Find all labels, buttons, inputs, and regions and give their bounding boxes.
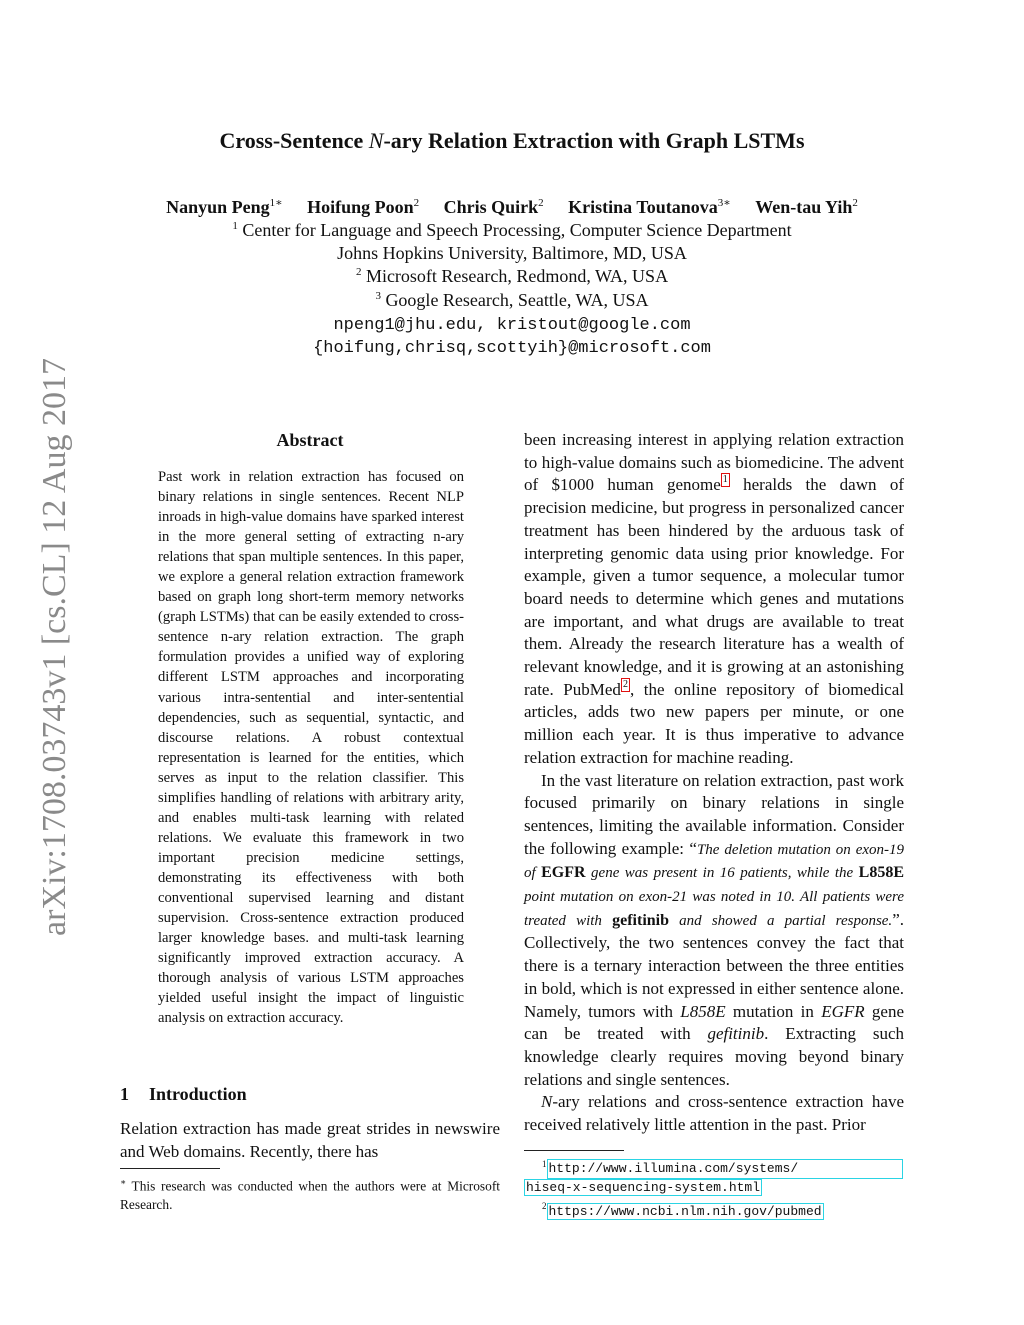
author: [307, 197, 419, 217]
author-name: Hoifung Poon: [307, 197, 414, 217]
author-mark: 2: [852, 197, 858, 209]
text-run: . Extracting such knowledge clearly requires moving beyond binary relations and single sentences.: [524, 1024, 904, 1089]
text-run: and showed a partial response.: [669, 912, 893, 929]
author-mark: 2: [538, 197, 544, 209]
author-name: Wen-tau Yih: [755, 197, 853, 217]
footnote-link-1[interactable]: 1: [722, 474, 728, 486]
affiliation-line: [0, 243, 1024, 264]
author-name: Chris Quirk: [443, 197, 539, 217]
footnote-rule: [120, 1168, 220, 1169]
intro-paragraph: Relation extraction has made great strides in newswire and Web domains. Recently, there has: [120, 1119, 500, 1161]
text-run: been increasing interest in applying relation extraction to high-value domains such as biomedicine. The advent of $1000 human genome: [524, 430, 904, 495]
section-title: Introduction: [149, 1084, 247, 1104]
author-name: Kristina Toutanova: [568, 197, 718, 217]
affiliation-text: Center for Language and Speech Processing, Computer Science Department: [242, 220, 792, 240]
footnote-1-continued: [524, 1179, 914, 1197]
footnote-text: This research was conducted when the authors were at Microsoft Research.: [120, 1178, 500, 1213]
arxiv-identifier: arXiv:1708.03743v1 [cs.CL] 12 Aug 2017: [36, 358, 73, 936]
footnotes-right: [524, 1155, 914, 1221]
author-mark: 3∗: [717, 197, 731, 209]
math-n: N: [541, 1092, 553, 1112]
section-heading-introduction: [120, 1084, 247, 1105]
author-mark: 1∗: [269, 197, 283, 209]
footnote-url-link[interactable]: hiseq-x-sequencing-system.html: [526, 1180, 761, 1196]
author: [166, 197, 283, 217]
footnote-mark: 1: [542, 1159, 547, 1169]
text-run: The deletion mutation on exon-19 of: [524, 841, 904, 882]
author-emails: npeng1@jhu.edu, kristout@google.com: [333, 316, 691, 335]
author-name: Nanyun Peng: [166, 197, 270, 217]
affiliation-line: [0, 266, 1024, 287]
text-run: point mutation on exon-21 was noted in 10. All patients were treated with: [524, 889, 904, 929]
footnote-mark: ∗: [120, 1177, 127, 1187]
author: [755, 197, 858, 217]
text-run: heralds the dawn of precision medicine, but progress in personalized cancer treatment has been hindered by the arduous task of interpreting genomic data using prior knowledge. For example, given a tumor sequence, a molecular tumor board needs to determine which genes and mutations are important, and what drugs are available to treat them. Already the research literature has a wealth of relevant knowledge, and it is growing at an astonishing rate. PubMed: [524, 475, 904, 699]
author: [568, 197, 731, 217]
title-part: Cross-Sentence: [219, 128, 369, 153]
text-run: In the vast literature on relation extraction, past work focused primarily on binary relations in single sentences, limiting the available information. Consider the following example: “: [524, 770, 904, 858]
entity-italic: L858E: [680, 1001, 726, 1021]
footnote-url-link[interactable]: https://www.ncbi.nlm.nih.gov/pubmed: [548, 1203, 822, 1219]
footnote-2: [524, 1197, 914, 1220]
text-run: ”. Collectively, the two sentences convey the fact that there is a ternary interaction between the three entities in bold, which is not expressed in either sentence alone. Namely, tumors with: [524, 909, 904, 1021]
affiliation-mark: 3: [375, 290, 381, 302]
entity-italic: gefitinib: [707, 1024, 765, 1044]
affiliation-mark: 1: [232, 220, 238, 232]
affiliation-text: Google Research, Seattle, WA, USA: [385, 290, 649, 310]
entity-bold: EGFR: [541, 864, 586, 882]
footnote-url-link[interactable]: http://www.illumina.com/systems/: [547, 1159, 903, 1179]
text-run: gene can be treated with: [524, 1001, 905, 1044]
intro-paragraph: [524, 770, 904, 1092]
footnote-left: [120, 1173, 500, 1214]
entity-bold: L858E: [858, 864, 904, 882]
text-run: mutation in: [725, 1001, 822, 1021]
text-run: gene was present in 16 patients, while the: [585, 865, 859, 882]
intro-paragraph: [524, 429, 904, 770]
abstract-heading: Abstract: [276, 430, 344, 450]
author-mark: 2: [413, 197, 420, 209]
entity-italic: EGFR: [821, 1001, 865, 1021]
author-emails: {hoifung,chrisq,scottyih}@microsoft.com: [313, 339, 711, 358]
affiliation-mark: 2: [355, 266, 362, 278]
affiliation-text: Microsoft Research, Redmond, WA, USA: [365, 266, 669, 286]
title-part: -ary Relation Extraction with Graph LSTMs: [383, 128, 805, 153]
right-column: [524, 429, 904, 1137]
footnote-link-2[interactable]: 2: [622, 678, 628, 690]
footnote-rule: [524, 1150, 624, 1151]
affiliation-text: Johns Hopkins University, Baltimore, MD, USA: [337, 243, 687, 263]
paper-title: [0, 128, 1024, 154]
author-list: [0, 196, 1024, 218]
section-number: 1: [120, 1084, 129, 1104]
entity-bold: gefitinib: [612, 911, 669, 929]
author: [444, 197, 544, 217]
intro-paragraph: [524, 1091, 904, 1136]
title-math-n: N: [368, 128, 384, 153]
text-run: , the online repository of biomedical articles, adds two new papers per minute, or one million each year. It is thus imperative to advance relation extraction for machine reading.: [524, 679, 904, 767]
footnote-mark: 2: [542, 1201, 547, 1212]
affiliation-line: [0, 290, 1024, 311]
footnote-1: [524, 1155, 914, 1179]
affiliation-line: [0, 220, 1024, 241]
text-run: -ary relations and cross-sentence extraction have received relatively little attention in the past. Prior: [524, 1092, 904, 1135]
abstract-body: Past work in relation extraction has focused on binary relations in single sentences. Recent NLP inroads in high-value domains have sparked interest in the more general setting of extracting n-ary relations that span multiple sentences. In this paper, we explore a general relation extraction framework based on graph long short-term memory networks (graph LSTMs) that can be easily extended to cross-sentence n-ary relation extraction. The graph formulation provides a unified way of exploring different LSTM approaches and incorporating various intra-sentential and inter-sentential dependencies, such as sequential, syntactic, and discourse relations. A robust contextual representation is learned for the entities, which serves as input to the relation classifier. This simplifies handling of relations with arbitrary arity, and enables multi-task learning with related relations. We evaluate this framework in two important precision medicine settings, demonstrating its effectiveness with both conventional supervised learning and distant supervision. Cross-sentence extraction produced larger knowledge bases. and multi-task learning significantly improved extraction accuracy. A thorough analysis of various LSTM approaches yielded useful insight the impact of linguistic analysis on extraction accuracy.: [158, 469, 464, 1027]
